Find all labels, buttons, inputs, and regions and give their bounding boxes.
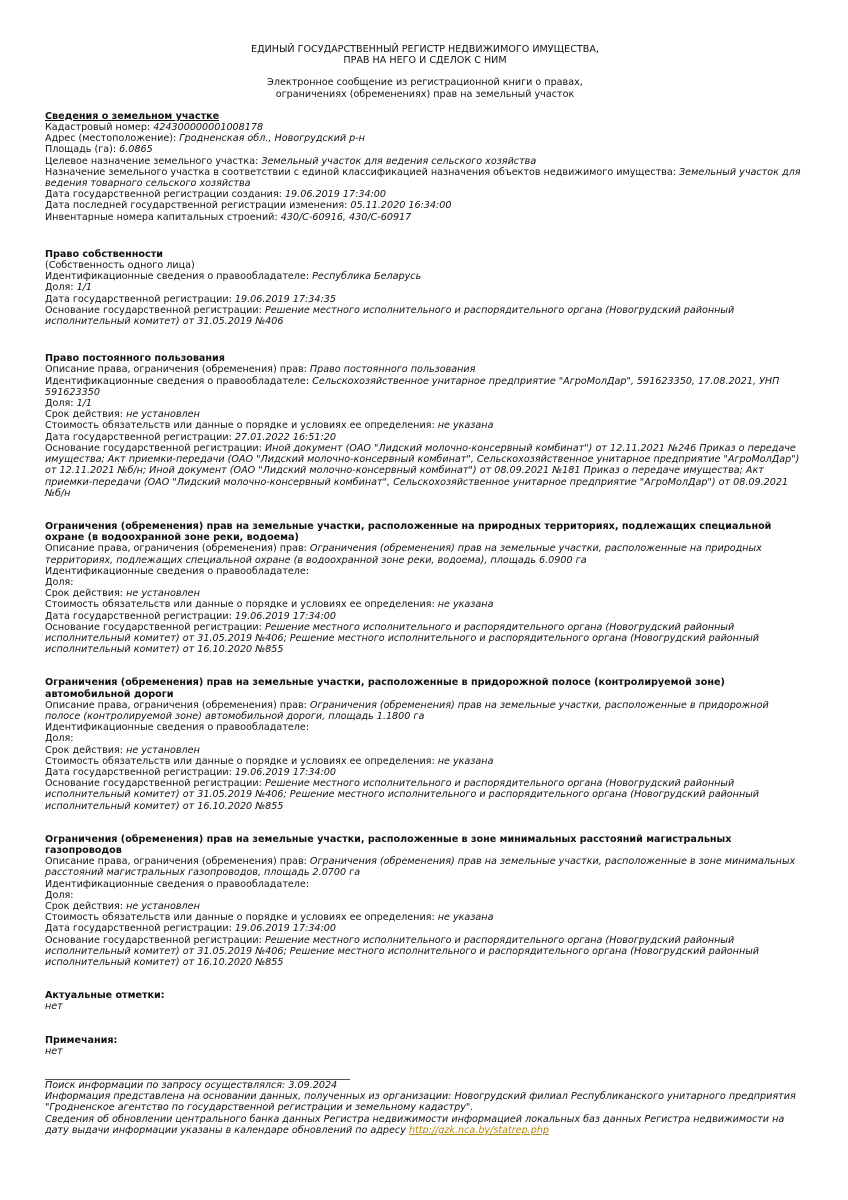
notes-value: нет	[45, 1045, 63, 1057]
notes-section	[45, 1035, 805, 1057]
footer-source-info: Информация представлена на основании данных, полученных из организации: Новогрудский филиал Республиканского унитарного предприятия "Гродненское агентство по государственной регистрации и земельному кадастру".	[45, 1091, 796, 1114]
field-row	[45, 376, 805, 398]
field-label: Идентификационные сведения о правообладателе:	[45, 271, 313, 283]
field-row	[45, 611, 805, 622]
restriction-road-title: Ограничения (обременения) прав на земельные участки, расположенные в придорожной полосе (контролируемой зоне) автомобильной дороги	[45, 677, 725, 700]
field-value: Ограничения (обременения) прав на земельные участки, расположенные в зоне минимальных расстояний магистральных газопроводов, площадь 2.0700 га	[45, 856, 796, 879]
field-label: Доля:	[45, 398, 77, 410]
field-row	[45, 294, 805, 305]
field-value: 1/1	[76, 398, 93, 410]
field-row	[45, 856, 805, 878]
header-line-3: Электронное сообщение из регистрационной книги о правах,	[267, 77, 583, 89]
footer	[45, 1080, 805, 1136]
restriction-gas-section	[45, 834, 805, 968]
actual-marks-section	[45, 990, 805, 1012]
land-section	[45, 111, 805, 223]
field-row	[45, 443, 805, 499]
field-row	[45, 432, 805, 443]
field-value: Решение местного исполнительного и распорядительного органа (Новогрудский районный исполнительный комитет) от 31.05.2019 №406; Решение местного исполнительного и распорядительного органа (Новогрудский районный исполнительный комитет) от 16.10.2020 №855	[45, 778, 760, 812]
field-row	[45, 133, 805, 144]
field-value: Решение местного исполнительного и распорядительного органа (Новогрудский районный исполнительный комитет) от 31.05.2019 №406; Решение местного исполнительного и распорядительного органа (Новогрудский районный исполнительный комитет) от 16.10.2020 №855	[45, 934, 760, 969]
field-value: Земельный участок для ведения сельского хозяйства	[261, 155, 537, 167]
field-row	[45, 543, 805, 565]
field-label: Адрес (местоположение):	[45, 133, 180, 145]
field-label: Описание права, ограничения (обременения) прав:	[45, 856, 310, 868]
restriction-water-section	[45, 521, 805, 655]
field-row	[45, 167, 805, 189]
header-line-1: ЕДИНЫЙ ГОСУДАРСТВЕННЫЙ РЕГИСТР НЕДВИЖИМОГО ИМУЩЕСТВА,	[251, 44, 599, 55]
field-value: 27.01.2022 16:51:20	[234, 431, 336, 443]
field-row	[45, 767, 805, 778]
field-value: Иной документ (ОАО "Лидский молочно-консервный комбинат") от 12.11.2021 №246 Приказ о передаче имущества; Акт приемки-передачи (ОАО "Лидский молочно-консервный комбинат", Сельскохозяйственное унитарное предприятие "АгроМолДар") от 12.11.2021 №б/н; Иной документ (ОАО "Лидский молочно-консервный комбинат") от 08.09.2021 №181 Приказ о передаче имущества; Акт приемки-передачи (ОАО "Лидский молочно-консервный комбинат", Сельскохозяйственное унитарное предприятие "АгроМолДар") от 08.09.2021 №б/н	[45, 442, 800, 499]
field-label: Доля:	[45, 889, 74, 901]
field-row	[45, 756, 805, 767]
field-row	[45, 599, 805, 610]
field-value: не установлен	[126, 588, 200, 600]
document-header	[45, 44, 805, 100]
field-row	[45, 566, 805, 577]
notes-title: Примечания:	[45, 1034, 118, 1046]
field-value: не указана	[437, 912, 494, 924]
field-label: Описание права, ограничения (обременения) прав:	[45, 364, 310, 376]
field-label: Основание государственной регистрации:	[45, 442, 265, 454]
field-row	[45, 200, 805, 211]
field-row	[45, 745, 805, 756]
field-label: Дата государственной регистрации:	[45, 293, 235, 305]
field-row	[45, 282, 805, 293]
field-label: Основание государственной регистрации:	[45, 621, 265, 633]
field-value: не указана	[437, 755, 494, 767]
ownership-section	[45, 249, 805, 327]
field-label: Срок действия:	[45, 744, 127, 756]
field-row	[45, 700, 805, 722]
field-value: Республика Беларусь	[312, 271, 422, 283]
field-row	[45, 912, 805, 923]
field-value: 424300000001008178	[153, 122, 264, 134]
field-label: Срок действия:	[45, 901, 127, 912]
field-label: Стоимость обязательств или данные о порядке и условиях ее определения:	[45, 912, 438, 924]
field-row	[45, 398, 805, 409]
field-row	[45, 364, 805, 375]
field-value: не установлен	[126, 744, 200, 756]
field-row	[45, 212, 805, 223]
field-label: Дата последней государственной регистрации изменения:	[45, 200, 351, 212]
field-label: Идентификационные сведения о правообладателе:	[45, 878, 310, 890]
footer-search-date: Поиск информации по запросу осуществлялся: 3.09.2024	[45, 1080, 338, 1092]
ownership-subtitle: (Собственность одного лица)	[45, 260, 195, 272]
field-value: Ограничения (обременения) прав на земельные участки, расположенные на природных территориях, подлежащих специальной охране (в водоохранной зоне реки, водоема), площадь 6.0900 га	[45, 543, 762, 566]
permanent-use-title: Право постоянного пользования	[45, 353, 225, 365]
footer-update-text: Сведения об обновлении центрального банка данных Регистра недвижимости информацией локальных баз данных Регистра недвижимости на дату выдачи информации указаны в календаре обновлений по адресу	[45, 1113, 785, 1136]
field-label: Целевое назначение земельного участка:	[45, 155, 262, 167]
field-label: Дата государственной регистрации:	[45, 766, 235, 778]
field-row	[45, 271, 805, 282]
field-row	[45, 778, 805, 812]
field-row	[45, 144, 805, 155]
field-label: Описание права, ограничения (обременения) прав:	[45, 543, 310, 555]
field-label: Инвентарные номера капитальных строений:	[45, 211, 281, 223]
field-row	[45, 189, 805, 200]
field-label: Площадь (га):	[45, 144, 120, 156]
field-label: Доля:	[45, 282, 77, 294]
field-label: Дата государственной регистрации:	[45, 610, 235, 622]
field-label: Дата государственной регистрации создания:	[45, 189, 285, 201]
field-row	[45, 409, 805, 420]
field-label: Идентификационные сведения о правообладателе:	[45, 375, 313, 387]
field-label: Срок действия:	[45, 409, 127, 421]
statrep-link[interactable]: http://gzk.nca.by/statrep.php	[408, 1124, 549, 1136]
field-label: Назначение земельного участка в соответствии с единой классификацией назначения объектов недвижимого имущества:	[45, 166, 680, 178]
field-label: Описание права, ограничения (обременения) прав:	[45, 699, 310, 711]
field-row	[45, 935, 805, 969]
field-value: Решение местного исполнительного и распорядительного органа (Новогрудский районный исполнительный комитет) от 31.05.2019 №406; Решение местного исполнительного и распорядительного органа (Новогрудский районный исполнительный комитет) от 16.10.2020 №855	[45, 621, 760, 656]
permanent-use-section	[45, 353, 805, 499]
field-value: 6.0865	[119, 144, 153, 156]
field-label: Доля:	[45, 733, 74, 745]
field-label: Стоимость обязательств или данные о порядке и условиях ее определения:	[45, 755, 438, 767]
field-row	[45, 305, 805, 327]
field-row	[45, 733, 805, 744]
field-row	[45, 420, 805, 431]
field-label: Дата государственной регистрации:	[45, 923, 235, 935]
field-label: Стоимость обязательств или данные о порядке и условиях ее определения:	[45, 599, 438, 611]
field-label: Стоимость обязательств или данные о порядке и условиях ее определения:	[45, 420, 438, 432]
field-row	[45, 901, 805, 912]
field-row	[45, 156, 805, 167]
field-value: 430/C-60916, 430/C-60917	[280, 211, 412, 223]
field-value: 05.11.2020 16:34:00	[350, 200, 452, 212]
field-value: Сельскохозяйственное унитарное предприятие "АгроМолДар", 591623350, 17.08.2021, УНП 591623350	[45, 375, 780, 398]
field-label: Основание государственной регистрации:	[45, 934, 265, 946]
restriction-water-title: Ограничения (обременения) прав на земельные участки, расположенные на природных территориях, подлежащих специальной охране (в водоохранной зоне реки, водоема)	[45, 520, 772, 544]
field-value: не указана	[437, 599, 494, 611]
header-line-2: ПРАВ НА НЕГО И СДЕЛОК С НИМ	[343, 55, 507, 67]
field-value: не указана	[437, 420, 494, 432]
field-label: Дата государственной регистрации:	[45, 431, 235, 443]
field-value: 19.06.2019 17:34:00	[284, 189, 387, 201]
field-value: Решение местного исполнительного и распорядительного органа (Новогрудский районный исполнительный комитет) от 31.05.2019 №406	[45, 304, 735, 328]
field-value: Право постоянного пользования	[309, 364, 476, 376]
restriction-gas-title: Ограничения (обременения) прав на земельные участки, расположенные в зоне минимальных расстояний магистральных газопроводов	[45, 833, 732, 856]
field-row	[45, 622, 805, 656]
field-row	[45, 923, 805, 934]
field-row	[45, 879, 805, 890]
field-value: Ограничения (обременения) прав на земельные участки, расположенные в придорожной полосе (контролируемой зоне) автомобильной дороги, площадь 1.1800 га	[45, 699, 769, 722]
field-label: Основание государственной регистрации:	[45, 778, 265, 790]
field-value: не установлен	[126, 409, 200, 421]
field-row	[45, 122, 805, 133]
field-row	[45, 588, 805, 599]
field-value: Гродненская обл., Новогрудский р-н	[179, 133, 365, 145]
field-value: Земельный участок для ведения товарного сельского хозяйства	[45, 166, 801, 190]
footer-update-info	[45, 1114, 805, 1136]
restriction-road-section	[45, 677, 805, 811]
field-label: Идентификационные сведения о правообладателе:	[45, 565, 310, 577]
land-section-title: Сведения о земельном участке	[45, 110, 220, 122]
field-label: Идентификационные сведения о правообладателе:	[45, 722, 310, 734]
document-page	[45, 44, 805, 1136]
field-value: 19.06.2019 17:34:00	[234, 766, 336, 778]
field-value: 19.06.2019 17:34:00	[234, 923, 336, 935]
field-row	[45, 577, 805, 588]
field-value: не установлен	[126, 901, 200, 912]
field-label: Срок действия:	[45, 588, 127, 600]
field-label: Основание государственной регистрации:	[45, 304, 265, 316]
field-row	[45, 722, 805, 733]
field-label: Кадастровый номер:	[45, 122, 154, 134]
actual-marks-value: нет	[45, 1001, 63, 1013]
field-label: Доля:	[45, 576, 74, 588]
field-row	[45, 890, 805, 901]
field-value: 19.06.2019 17:34:00	[234, 610, 336, 622]
actual-marks-title: Актуальные отметки:	[45, 990, 165, 1002]
header-line-4: ограничениях (обременениях) прав на земельный участок	[275, 88, 575, 100]
field-value: 19.06.2019 17:34:35	[234, 293, 336, 305]
ownership-title: Право собственности	[45, 248, 163, 260]
field-value: 1/1	[76, 282, 93, 294]
